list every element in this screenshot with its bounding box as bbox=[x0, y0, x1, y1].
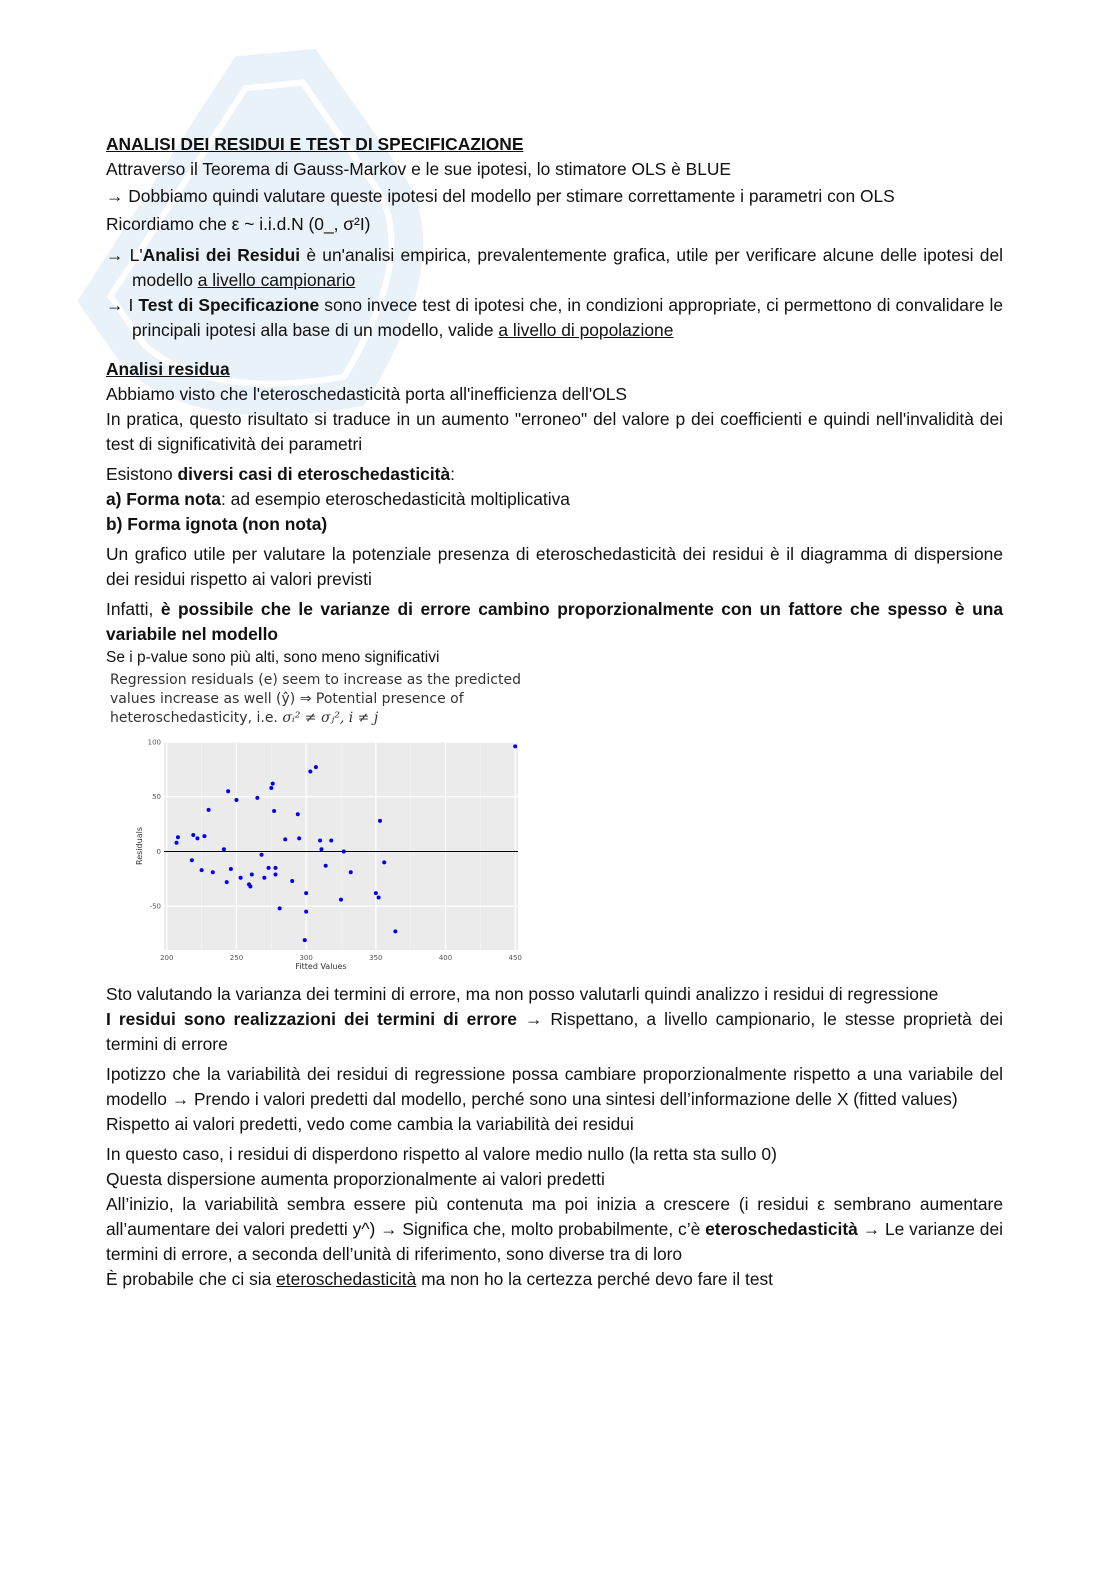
data-point bbox=[271, 782, 275, 786]
data-point bbox=[296, 812, 300, 816]
x-tick-label: 250 bbox=[229, 954, 244, 962]
data-point bbox=[329, 839, 333, 843]
data-point bbox=[260, 853, 264, 857]
section-p2: In pratica, questo risultato si traduce in un aumento "erroneo" del valore p dei coefficienti e quindi nell'invalidità dei test di significatività dei parametri bbox=[106, 409, 1003, 454]
data-point bbox=[226, 789, 230, 793]
data-point bbox=[269, 786, 273, 790]
data-point bbox=[278, 906, 282, 910]
data-point bbox=[297, 836, 301, 840]
data-point bbox=[176, 835, 180, 839]
data-point bbox=[318, 839, 322, 843]
data-point bbox=[349, 870, 353, 874]
data-point bbox=[273, 872, 277, 876]
data-point bbox=[304, 910, 308, 914]
data-point bbox=[324, 864, 328, 868]
data-point bbox=[342, 849, 346, 853]
x-tick-label: 200 bbox=[160, 954, 174, 962]
data-point bbox=[262, 876, 266, 880]
data-point bbox=[272, 809, 276, 813]
data-point bbox=[303, 938, 307, 942]
data-point bbox=[211, 870, 215, 874]
x-tick-label: 350 bbox=[369, 954, 383, 962]
after-p3: Ipotizzo che la variabilità dei residui di regressione possa cambiare proporzionalmente rispetto a una variabile del modello → Prendo i valori predetti dal modello, perché sono una sintesi dell’informazione delle X (fitted values) bbox=[106, 1064, 1003, 1109]
data-point bbox=[393, 929, 397, 933]
data-point bbox=[382, 860, 386, 864]
y-tick-label: 50 bbox=[152, 793, 161, 802]
intro-line-2: → Dobbiamo quindi valutare queste ipotesi del modello per stimare correttamente i parametri con OLS bbox=[106, 186, 895, 206]
data-point bbox=[314, 765, 318, 769]
data-point bbox=[191, 833, 195, 837]
after-p6: Questa dispersione aumenta proporzionalmente ai valori predetti bbox=[106, 1169, 605, 1189]
section-p1: Abbiamo visto che l'eteroschedasticità porta all'inefficienza dell'OLS bbox=[106, 384, 628, 404]
section-p4: Un grafico utile per valutare la potenziale presenza di eteroschedasticità dei residui è il diagramma di dispersione dei residui rispetto ai valori previsti bbox=[106, 544, 1003, 589]
data-point bbox=[207, 808, 211, 812]
after-p2: I residui sono realizzazioni dei termini di errore → Rispettano, a livello campionario, le stesse proprietà dei termini di errore bbox=[106, 1009, 1004, 1054]
x-tick-label: 450 bbox=[508, 954, 522, 962]
section-p6: Se i p-value sono più alti, sono meno significativi bbox=[106, 649, 440, 666]
after-p8: È probabile che ci sia eteroschedasticità ma non ho la certezza perché devo fare il test bbox=[106, 1269, 774, 1289]
data-point bbox=[234, 798, 238, 802]
section-p3: Esistono diversi casi di eteroschedasticità: bbox=[106, 464, 455, 484]
intro-line-1: Attraverso il Teorema di Gauss-Markov e le sue ipotesi, lo stimatore OLS è BLUE bbox=[106, 159, 732, 179]
data-point bbox=[225, 880, 229, 884]
x-axis-label: Fitted Values bbox=[295, 962, 347, 971]
data-point bbox=[250, 872, 254, 876]
data-point bbox=[374, 891, 378, 895]
data-point bbox=[175, 841, 179, 845]
document-heading: ANALISI DEI RESIDUI E TEST DI SPECIFICAZIONE bbox=[106, 134, 524, 154]
figure-caption bbox=[106, 671, 1003, 728]
y-tick-label: 0 bbox=[156, 847, 161, 856]
data-point bbox=[283, 837, 287, 841]
x-tick-label: 400 bbox=[438, 954, 453, 962]
data-point bbox=[513, 744, 517, 748]
document-page bbox=[106, 132, 1003, 1292]
caption-line-3: heteroschedasticity, i.e. σᵢ² ≠ σⱼ², i ≠ j bbox=[110, 710, 379, 726]
after-p4: Rispetto ai valori predetti, vedo come cambia la variabilità dei residui bbox=[106, 1114, 634, 1134]
case-b: b) Forma ignota (non nota) bbox=[106, 514, 328, 534]
data-point bbox=[267, 866, 271, 870]
data-point bbox=[200, 868, 204, 872]
data-point bbox=[273, 866, 277, 870]
data-point bbox=[339, 898, 343, 902]
data-point bbox=[222, 847, 226, 851]
data-point bbox=[248, 885, 252, 889]
case-a: a) Forma nota: ad esempio eteroschedasticità moltiplicativa bbox=[106, 489, 570, 509]
data-point bbox=[308, 770, 312, 774]
data-point bbox=[239, 876, 243, 880]
data-point bbox=[319, 847, 323, 851]
intro-line-3: Ricordiamo che ε ~ i.i.d.N (0_, σ²I) bbox=[106, 214, 371, 234]
bullet-analisi-residui: → L'Analisi dei Residui è un'analisi empirica, prevalentemente grafica, utile per verificare alcune delle ipotesi del modello a livello campionario bbox=[106, 245, 1004, 290]
data-point bbox=[190, 858, 194, 862]
data-point bbox=[304, 891, 308, 895]
x-tick-label: 300 bbox=[299, 954, 313, 962]
caption-line-2: values increase as well (ŷ) ⇒ Potential presence of bbox=[110, 691, 464, 707]
y-tick-label: 100 bbox=[147, 738, 161, 747]
data-point bbox=[255, 796, 259, 800]
bullet-test-specificazione: → I Test di Specificazione sono invece test di ipotesi che, in condizioni appropriate, ci permettono di convalidare le principali ipotesi alla base di un modello, valide a livello di popolazione bbox=[106, 295, 1004, 340]
data-point bbox=[229, 867, 233, 871]
caption-line-1: Regression residuals (e) seem to increase as the predicted bbox=[110, 672, 521, 688]
scatter-svg bbox=[106, 732, 526, 972]
section-title: Analisi residua bbox=[106, 359, 230, 379]
after-p5: In questo caso, i residui di disperdono rispetto al valore medio nullo (la retta sta sullo 0) bbox=[106, 1144, 777, 1164]
y-axis-label: Residuals bbox=[135, 827, 144, 865]
data-point bbox=[195, 836, 199, 840]
residual-scatter-chart bbox=[106, 732, 526, 972]
section-p5: Infatti, è possibile che le varianze di errore cambino proporzionalmente con un fattore che spesso è una variabile nel modello bbox=[106, 599, 1003, 644]
data-point bbox=[378, 819, 382, 823]
data-point bbox=[202, 834, 206, 838]
after-p7: All’inizio, la variabilità sembra essere più contenuta ma poi inizia a crescere (i residui ε sembrano aumentare all’aumentare dei valori predetti y^) → Significa che, molto probabilmente, c’è eteroschedasticità → Le varianze dei termini di errore, a seconda dell’unità di riferimento, sono diverse tra di loro bbox=[106, 1194, 1003, 1264]
after-p1: Sto valutando la varianza dei termini di errore, ma non posso valutarli quindi analizzo i residui di regressione bbox=[106, 984, 939, 1004]
data-point bbox=[290, 879, 294, 883]
y-tick-label: -50 bbox=[149, 902, 161, 911]
data-point bbox=[377, 895, 381, 899]
